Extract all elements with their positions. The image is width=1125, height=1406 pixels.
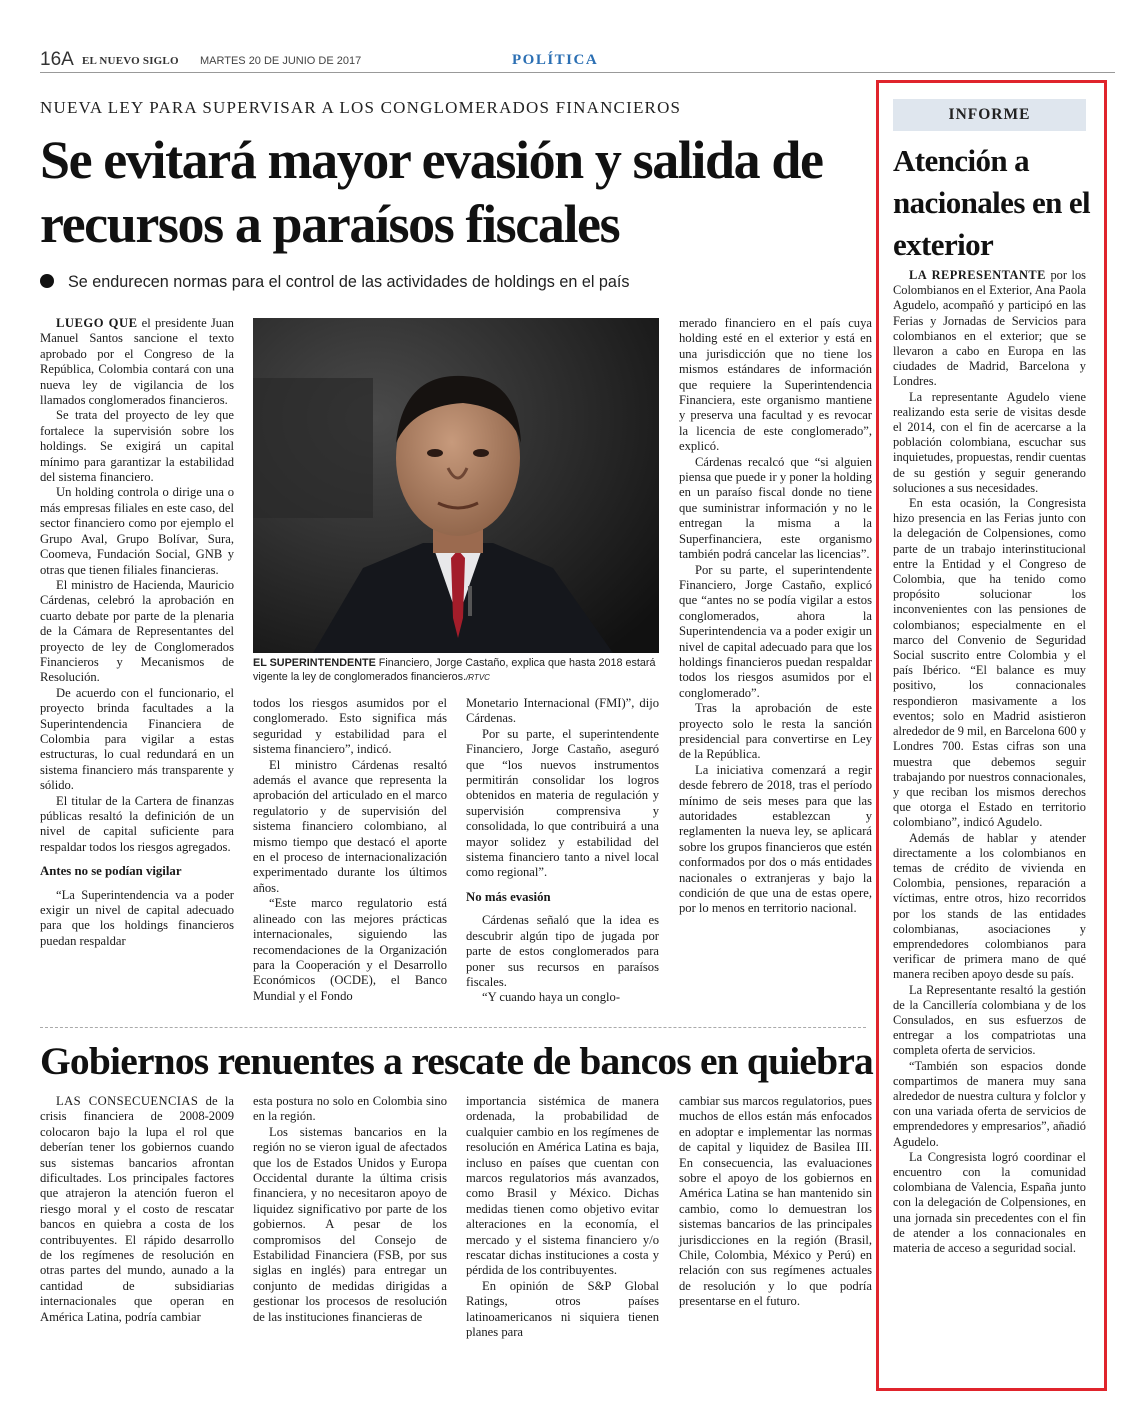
paragraph: La Representante resaltó la gestión de la Cancillería colombiana y de los Consulados, en sus esfuerzos de entregar a los compatriotas una completa oferta de servicios.: [893, 982, 1086, 1058]
paragraph: El ministro Cárdenas resaltó además el avance que representa la aprobación del articulado en el marco regulatorio y de supervisión del sistema financiero colombiano, al mismo tiempo que destacó el aporte en el proceso de internacionalización experimentado durante los últimos años.: [253, 757, 447, 895]
paragraph: La iniciativa comenzará a regir desde febrero de 2018, tras el período mínimo de seis meses para que las autoridades establezcan y reglamenten la nueva ley, se aplicará sobre los grupos financieros que estén conformados por dos o más entidades nacionales o extranjeras y bajo la condición de que una de estas opere, por lo menos en territorio nacional.: [679, 762, 872, 916]
paragraph: por los Colombianos en el Exterior, Ana Paola Agudelo, acompañó y participó en las Ferias y Jornadas de Servicios para colombianos en el exterior; que se llevaron a cabo en Europa en las ciudades de Madrid, Barcelona y Londres.: [893, 268, 1086, 389]
paragraph: Monetario Internacional (FMI)”, dijo Cárdenas.: [466, 696, 659, 726]
sidebar-tag: INFORME: [893, 99, 1086, 131]
publication-date: MARTES 20 DE JUNIO DE 2017: [200, 55, 362, 67]
subheading: No más evasión: [466, 889, 551, 904]
paragraph: “Y cuando haya un conglo-: [482, 990, 621, 1005]
lead-in: LUEGO QUE: [56, 316, 138, 330]
paragraph: Por su parte, el superintendente Financiero, Jorge Castaño, explicó que “antes no se podía vigilar a estos conglomerados, ahora la Superintendencia va a poder exigir un nivel de capital adecuado para que los holdings financieros puedan respaldar todos los riesgos asumidos por el conglomerado”.: [679, 562, 872, 700]
paragraph: Un holding controla o dirige una o más empresas filiales en este caso, del sector financiero como por ejemplo el Grupo Aval, Grupo Bolívar, Sura, Coomeva, Fundación Social, GNB y otras que tienen filiales financieras.: [40, 485, 234, 577]
paragraph: Los sistemas bancarios en la región no se vieron igual de afectados que los de Estados Unidos y Europa Occidental durante la última crisis financiera, y no necesitaron apoyo de liquidez significativo por parte de los gobiernos. A pesar de los compromisos del Consejo de Estabilidad Financiera (FSB, por sus siglas en inglés) para entregar un conjunto de medidas dirigidas a gestionar los procesos de resolución de las instituciones financieras de: [253, 1124, 447, 1324]
superintendent-photo: [253, 318, 659, 653]
section-name: POLÍTICA: [512, 52, 599, 68]
second-story-column-2: [253, 1094, 447, 1325]
paragraph: Además de hablar y atender directamente a los colombianos en temas de crédito de vivienda en Colombia, pensiones, reparación a víctimas, entre otros, hizo recorridos por los stands de las entidades colombianas, asociaciones y emprendedores colombianos para verificar de primera mano de qué manera reciben apoyo desde su país.: [893, 830, 1086, 982]
main-story-column-4: [679, 316, 872, 917]
lead-in: LAS CONSECUENCIAS: [56, 1094, 199, 1108]
paragraph: Cárdenas recalcó que “si alguien piensa que puede ir y poner la holding en un paraíso fiscal donde no tiene que suministrar información y no le entregan la misma a la Superfinanciera, este organismo también podrá cancelar las licencias”.: [679, 454, 872, 562]
paragraph: El titular de la Cartera de finanzas públicas resaltó la definición de un nivel de capital suficiente para respaldar todos los riesgos agregados.: [40, 793, 234, 854]
sidebar-headline: Atención a nacionales en el exterior: [893, 143, 1091, 262]
paragraph: todos los riesgos asumidos por el conglomerado. Esto significa más seguridad y estabilidad para el sistema financiero”, indicó.: [253, 696, 447, 757]
second-story-headline: Gobiernos renuentes a rescate de bancos en quiebra: [40, 1039, 874, 1083]
paragraph: esta postura no solo en Colombia sino en la región.: [253, 1094, 447, 1124]
main-story-kicker: NUEVA LEY PARA SUPERVISAR A LOS CONGLOMERADOS FINANCIEROS: [40, 98, 682, 117]
lead-in: LA REPRESENTANTE: [909, 268, 1046, 282]
paragraph: importancia sistémica de manera ordenada, la probabilidad de cualquier cambio en los regímenes de resolución en América Latina es baja, incluso en países que cuentan con marcos regulatorios más avanzados, como Brasil y México. Dichas medidas tienen como objetivo evitar alteraciones en la economía, el mercado y el sistema financiero y/o rescatar dichas instituciones a costa y pérdida de los contribuyentes.: [466, 1094, 659, 1278]
paragraph: “También son espacios donde compartimos de manera muy sana alrededor de nuestra cultura y folclor y con una variada oferta de servicios de emprendedores y empresarios”, añadió Agudelo.: [893, 1058, 1086, 1149]
paragraph: El ministro de Hacienda, Mauricio Cárdenas, celebró la aprobación en cuarto debate por parte de la plenaria de la Cámara de Representantes del proyecto de ley de Conglomerados Financieros y Mecanismos de Resolución.: [40, 577, 234, 685]
second-story-column-3: [466, 1094, 659, 1341]
paragraph: De acuerdo con el funcionario, el proyecto brinda facultades a la Superintendencia Financiera de Colombia para vigilar a estas estructuras, lo cual redundará en un sistema financiero más transparente y sólido.: [40, 685, 234, 793]
paragraph: cambiar sus marcos regulatorios, pues muchos de ellos están más enfocados en adoptar e implementar las normas de capital y liquidez de Basilea III. En consecuencia, las evaluaciones sobre el apoyo de los gobiernos en América Latina se han mantenido sin cambio, como lo demuestran los sistemas bancarios de las principales jurisdicciones en la región (Brasil, Chile, Colombia, México y Perú) en relación con sus regímenes actuales de resolución y lo que podría presentarse en el futuro.: [679, 1094, 872, 1309]
main-story-column-3: [466, 696, 659, 1006]
caption-text: Financiero, Jorge Castaño, explica que hasta 2018 estará vigente la ley de conglomerados financieros.: [253, 657, 656, 683]
page-header: [40, 48, 1115, 73]
newspaper-name: EL NUEVO SIGLO: [82, 55, 179, 67]
bullet-icon: [40, 274, 54, 288]
story-divider: [40, 1027, 866, 1028]
paragraph: de la crisis financiera de 2008-2009 colocaron bajo la lupa el rol que deberían tener los gobiernos cuando sus sistemas bancarios afrontan dificultades. Los principales factores que atrajeron la atención fueron el riesgo moral y el costo de rescatar bancos en quiebra a costa de los contribuyentes. El rápido desarrollo de los regímenes de resolución en otras partes del mundo, aunado a la cantidad de subsidiarias internacionales que operan en América Latina, podría cambiar: [40, 1094, 234, 1324]
paragraph: Cárdenas señaló que la idea es descubrir algún tipo de jugada por parte de estos conglomerados para poner sus recursos en paraísos fiscales.: [466, 913, 659, 989]
paragraph: Se trata del proyecto de ley que fortalece la supervisión sobre los holdings. Se exigirá un capital mínimo para garantizar la estabilidad del sistema financiero.: [40, 408, 234, 485]
main-story-headline: Se evitará mayor evasión y salida de recursos a paraísos fiscales: [40, 130, 823, 254]
paragraph: el presidente Juan Manuel Santos sancione el texto aprobado por el Congreso de la República, Colombia contará con una nueva ley de vigilancia de los llamados conglomerados financieros.: [40, 316, 234, 408]
paragraph: Tras la aprobación de este proyecto solo le resta la sanción presidencial para convertirse en Ley de la República.: [679, 701, 872, 762]
main-story-column-2: [253, 696, 447, 1004]
paragraph: La Congresista logró coordinar el encuentro con la comunidad colombiana de Valencia, España junto con la delegación de Colpensiones, en una jornada sin precedentes con el fin de atender a los connacionales en materia de acceso a seguridad social.: [893, 1149, 1086, 1255]
second-story-column-4: [679, 1094, 872, 1310]
caption-lead: EL SUPERINTENDENTE: [253, 657, 376, 669]
paragraph: En opinión de S&P Global Ratings, otros países latinoamericanos ni siquiera tienen planes para: [466, 1278, 659, 1340]
paragraph: “La Superintendencia va a poder exigir un nivel de capital adecuado para que los holdings financieros puedan respaldar: [40, 887, 234, 948]
deck-text: Se endurecen normas para el control de las actividades de holdings en el país: [68, 273, 630, 291]
page-number: 16A: [40, 49, 74, 70]
portrait-illustration: [253, 318, 659, 653]
paragraph: La representante Agudelo viene realizando esta serie de visitas desde el 2014, con el fin de acercarse a la población colombiana, escuchar sus inquietudes, propuestas, rendir cuentas de su gestión y seguir generando soluciones a sus necesidades.: [893, 389, 1086, 495]
sidebar-body: [893, 268, 1086, 1256]
paragraph: merado financiero en el país cuya holding esté en el exterior y está en una jurisdicción que no tiene los mismos estándares de información que requiere la Superintendencia Financiera, este organismo mantiene y preserva una facultad y es revocar la licencia de este conglomerado”, explicó.: [679, 316, 872, 454]
paragraph: Por su parte, el superintendente Financiero, Jorge Castaño, aseguró que “los nuevos instrumentos permitirán consolidar los logros obtenidos en materia de regulación y supervisión comprensiva y consolidada, lo que contribuirá a una mayor solidez y estabilidad del sistema financiero tanto a nivel local como regional”.: [466, 726, 659, 880]
photo-credit: /RTVC: [466, 673, 490, 682]
main-story-column-1: [40, 316, 234, 949]
paragraph: En esta ocasión, la Congresista hizo presencia en las Ferias junto con la delegación de Colpensiones, como parte de un trabajo interinstitucional entre la Entidad y el Congreso de Colombia, que ha tenido como propósito solucionar los inconvenientes con las pensiones de colombianos; especialmente en el marco del Convenio de Seguridad Social suscrito entre Colombia y el país Ibérico. “El balance es muy positivo, los connacionales respondieron masivamente a los eventos; solo en Madrid asistieron alrededor de 9 mil, en Barcelona 600 y Londres 700. Estas cifras son una muestra que debemos seguir trabajando por nuestros connacionales, y que reciban los mismos derechos que otorga el Estado en territorio colombiano”, indicó Agudelo.: [893, 496, 1086, 830]
second-story-column-1: [40, 1094, 234, 1325]
photo-caption: [253, 656, 659, 685]
main-story-deck: [40, 273, 630, 292]
subheading: Antes no se podían vigilar: [40, 864, 182, 879]
paragraph: “Este marco regulatorio está alineado con las mejores prácticas internacionales, siguiendo las recomendaciones de la Organización para la Cooperación y el Desarrollo Económicos (OCDE), el Banco Mundial y el Fondo: [253, 896, 447, 1003]
